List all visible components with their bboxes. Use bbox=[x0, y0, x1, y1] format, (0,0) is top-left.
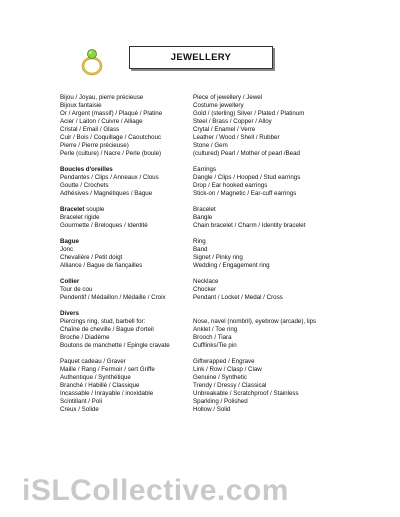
english-term bbox=[193, 310, 380, 318]
english-term: Chocker bbox=[193, 286, 217, 293]
french-term: Chevalière / Petit doigt bbox=[60, 254, 123, 261]
french-term: Perle (culture) / Nacre / Perle (boule) bbox=[60, 150, 162, 157]
french-term: Boucles d'oreilles bbox=[60, 166, 113, 173]
vocab-row bbox=[60, 310, 380, 318]
vocab-row bbox=[60, 262, 380, 270]
english-term: Earrings bbox=[193, 166, 217, 173]
vocab-row bbox=[60, 142, 380, 150]
vocab-row bbox=[60, 190, 380, 198]
english-term: Cufflinks/Tie pin bbox=[193, 342, 237, 349]
vocab-row bbox=[60, 102, 380, 110]
english-term: Stick-on / Magnetic / Ear-cuff earrings bbox=[193, 190, 297, 197]
english-term: Bracelet bbox=[193, 206, 216, 213]
section-gap bbox=[60, 198, 380, 206]
vocab-row bbox=[60, 294, 380, 302]
english-term: Crytal / Enamel / Verre bbox=[193, 126, 256, 133]
french-term: Incassable / Inrayable / inoxidable bbox=[60, 390, 154, 397]
french-term: Boutons de manchette / Epingle cravate bbox=[60, 342, 170, 349]
vocab-row bbox=[60, 286, 380, 294]
vocabulary-list bbox=[60, 94, 380, 414]
vocab-row bbox=[60, 238, 380, 246]
english-term: Giftwrapped / Engrave bbox=[193, 358, 255, 365]
english-term: Gold / (sterling) Silver / Plated / Platinum bbox=[193, 110, 305, 117]
section-gap bbox=[60, 158, 380, 166]
english-term: Genuine / Synthetic bbox=[193, 374, 248, 381]
french-term: Broche / Diadème bbox=[60, 334, 110, 341]
section-gap bbox=[60, 230, 380, 238]
vocab-row bbox=[60, 150, 380, 158]
english-term: Wedding / Engagement ring bbox=[193, 262, 270, 269]
english-term: Leather / Wood / Shell / Rubber bbox=[193, 134, 280, 141]
english-term: Chain bracelet / Charm / Identity bracelet bbox=[193, 222, 306, 229]
french-term bbox=[60, 206, 193, 214]
french-term: Maille / Rang / Fermoir / sert Griffe bbox=[60, 366, 155, 373]
english-term: Unbreakable / Scratchproof / Stainless bbox=[193, 390, 299, 397]
english-term: Nose, navel (nombril), eyebrow (arcade), lips bbox=[193, 318, 317, 325]
vocab-row bbox=[60, 398, 380, 406]
french-term: Bijou / Joyau, pierre précieuse bbox=[60, 94, 144, 101]
english-term: Dangle / Clips / Hooped / Stud earrings bbox=[193, 174, 301, 181]
english-term: Stone / Gem bbox=[193, 142, 228, 149]
french-term: Or / Argent (massif) / Plaqué / Platine bbox=[60, 110, 163, 117]
vocab-row bbox=[60, 342, 380, 350]
vocab-row bbox=[60, 94, 380, 102]
french-term: Goutte / Crochets bbox=[60, 182, 109, 189]
french-term: Cuir / Bois / Coquillage / Caoutchouc bbox=[60, 134, 162, 141]
french-term: Acier / Laiton / Cuivre / Alliage bbox=[60, 118, 143, 125]
section-gap bbox=[60, 270, 380, 278]
english-term: Signet / Pinky ring bbox=[193, 254, 243, 261]
vocab-row bbox=[60, 318, 380, 326]
french-term-rest: souple bbox=[84, 206, 105, 213]
watermark: iSLCollective.com bbox=[22, 474, 289, 507]
french-term: Adhésives / Magnétiques / Bague bbox=[60, 190, 153, 197]
english-term: Costume jewellery bbox=[193, 102, 244, 109]
english-term: Ring bbox=[193, 238, 206, 245]
french-term: Pierre / Pierre précieuse) bbox=[60, 142, 129, 149]
vocab-row bbox=[60, 118, 380, 126]
ring-icon bbox=[78, 44, 108, 78]
vocab-row bbox=[60, 166, 380, 174]
section-gap bbox=[60, 350, 380, 358]
french-term: Scintillant / Poli bbox=[60, 398, 102, 405]
vocab-row bbox=[60, 358, 380, 366]
vocab-row bbox=[60, 134, 380, 142]
vocab-row bbox=[60, 222, 380, 230]
vocab-row bbox=[60, 382, 380, 390]
vocab-row bbox=[60, 254, 380, 262]
vocab-row bbox=[60, 390, 380, 398]
english-term: Steel / Brass / Copper / Alloy bbox=[193, 118, 272, 125]
english-term: Anklet / Toe ring bbox=[193, 326, 238, 333]
english-term: Sparkling / Polished bbox=[193, 398, 248, 405]
english-term: Hollow / Solid bbox=[193, 406, 231, 413]
english-term: Drop / Ear hooked earrings bbox=[193, 182, 268, 189]
french-term-heading: Bracelet bbox=[60, 206, 85, 213]
french-term: Piercings ring, stud, barbell for: bbox=[60, 318, 146, 325]
vocab-row bbox=[60, 406, 380, 414]
french-term: Collier bbox=[60, 278, 80, 285]
english-term: Trendy / Dressy / Classical bbox=[193, 382, 267, 389]
vocab-row bbox=[60, 110, 380, 118]
french-term: Paquet cadeau / Graver bbox=[60, 358, 126, 365]
french-term: Chaîne de cheville / Bague d'orteil bbox=[60, 326, 154, 333]
french-term: Creux / Solide bbox=[60, 406, 99, 413]
english-term: Piece of jewellery / Jewel bbox=[193, 94, 263, 101]
french-term: Bracelet rigide bbox=[60, 214, 100, 221]
vocab-row bbox=[60, 174, 380, 182]
french-term: Authentique / Synthétique bbox=[60, 374, 131, 381]
vocab-row bbox=[60, 326, 380, 334]
vocab-row bbox=[60, 278, 380, 286]
vocab-row bbox=[60, 366, 380, 374]
vocab-row bbox=[60, 334, 380, 342]
english-term: Bangle bbox=[193, 214, 213, 221]
french-term: Pendantes / Clips / Anneaux / Clous bbox=[60, 174, 159, 181]
french-term: Gourmette / Breloques / Identité bbox=[60, 222, 148, 229]
vocab-row bbox=[60, 374, 380, 382]
vocab-row bbox=[60, 126, 380, 134]
french-term: Branché / Habillé / Classique bbox=[60, 382, 140, 389]
section-gap bbox=[60, 302, 380, 310]
french-term: Tour de cou bbox=[60, 286, 93, 293]
french-term: Bague bbox=[60, 238, 79, 245]
vocab-row bbox=[60, 182, 380, 190]
french-term: Cristal / Email / Glass bbox=[60, 126, 120, 133]
english-term: Necklace bbox=[193, 278, 219, 285]
french-term: Alliance / Bague de fiançailles bbox=[60, 262, 143, 269]
french-term: Bijoux fantaisie bbox=[60, 102, 102, 109]
vocab-row bbox=[60, 246, 380, 254]
english-term: (cultured) Pearl / Mother of pearl /Bead bbox=[193, 150, 300, 157]
french-term: Divers bbox=[60, 310, 79, 317]
french-term: Pendentif / Médaillon / Médaille / Croix bbox=[60, 294, 166, 301]
english-term: Link / Row / Clasp / Claw bbox=[193, 366, 262, 373]
english-term: Pendant / Locket / Medal / Cross bbox=[193, 294, 283, 301]
french-term: Jonc bbox=[60, 246, 74, 253]
page-title: JEWELLERY bbox=[129, 46, 273, 69]
english-term: Brooch / Tiara bbox=[193, 334, 232, 341]
english-term: Band bbox=[193, 246, 208, 253]
vocab-row bbox=[60, 206, 380, 214]
vocab-row bbox=[60, 214, 380, 222]
